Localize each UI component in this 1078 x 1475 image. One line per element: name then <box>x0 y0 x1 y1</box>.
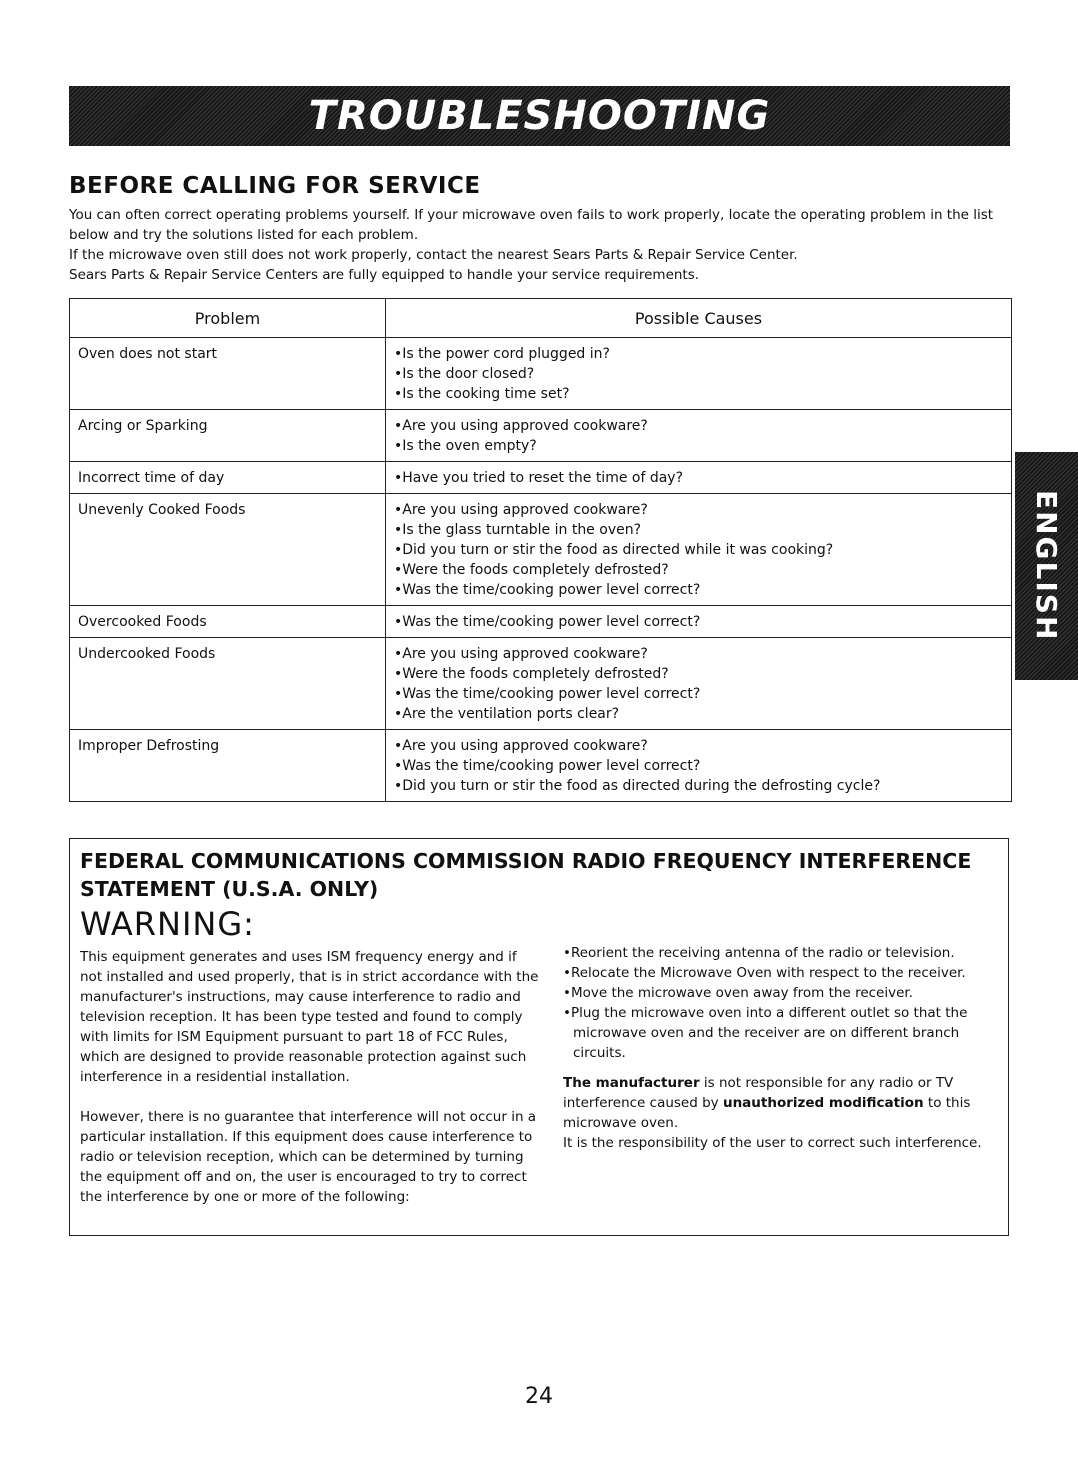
manufacturer-note <box>563 1073 1003 1133</box>
note-text: is not responsible for any radio or TV interference caused by <box>563 1075 954 1111</box>
fcc-right-column <box>563 943 1003 1153</box>
cause-item: • Was the time/cooking power level correct? <box>394 756 1003 776</box>
cause-item: • Are the ventilation ports clear? <box>394 704 1003 724</box>
header-problem: Problem <box>70 299 386 338</box>
intro-paragraph: Sears Parts & Repair Service Centers are fully equipped to handle your service requirements. <box>69 267 700 283</box>
manufacturer-label: The manufacturer <box>563 1075 700 1091</box>
troubleshooting-table <box>69 298 1012 802</box>
unauthorized-label: unauthorized modification <box>722 1095 924 1111</box>
note-text: to this microwave oven. <box>563 1095 971 1131</box>
language-tab-label: ENGLISH <box>1030 490 1063 642</box>
banner-title: TROUBLESHOOTING <box>308 93 771 139</box>
causes-cell <box>386 462 1012 494</box>
fcc-title: FEDERAL COMMUNICATIONS COMMISSION RADIO FREQUENCY INTERFERENCE STATEMENT (U.S.A. ONLY) <box>80 849 972 901</box>
cause-item: • Is the door closed? <box>394 364 1003 384</box>
remedy-item: • Move the microwave oven away from the receiver. <box>563 983 1003 1003</box>
causes-cell <box>386 338 1012 410</box>
cause-item: • Is the cooking time set? <box>394 384 1003 404</box>
responsibility-note: It is the responsibility of the user to correct such interference. <box>563 1135 982 1151</box>
fcc-paragraph: This equipment generates and uses ISM frequency energy and if not installed and used properly, that is in strict accordance with the manufacturer's instructions, may cause interference to radio and television reception. It has been type tested and found to comply with limits for ISM Equipment pursuant to part 18 of FCC Rules, which are designed to provide reasonable protection against such interference in a residential installation. <box>80 949 539 1085</box>
fcc-statement-box <box>69 838 1009 1236</box>
cause-item: • Is the power cord plugged in? <box>394 344 1003 364</box>
header-possible-causes: Possible Causes <box>386 299 1012 338</box>
fcc-paragraph: However, there is no guarantee that interference will not occur in a particular installation. If this equipment does cause interference to radio or television reception, which can be determined by turning the equipment off and on, the user is encouraged to try to correct the interference by one or more of the following: <box>80 1109 537 1205</box>
table-row <box>70 494 1012 606</box>
cause-item: • Are you using approved cookware? <box>394 644 1003 664</box>
cause-item: • Is the glass turntable in the oven? <box>394 520 1003 540</box>
table-row <box>70 638 1012 730</box>
remedy-item: • Plug the microwave oven into a different outlet so that the microwave oven and the receiver are on different branch circuits. <box>563 1003 1003 1063</box>
cause-item: • Did you turn or stir the food as directed while it was cooking? <box>394 540 1003 560</box>
intro-text <box>69 205 1009 285</box>
cause-item: • Did you turn or stir the food as directed during the defrosting cycle? <box>394 776 1003 796</box>
cause-item: • Were the foods completely defrosted? <box>394 560 1003 580</box>
causes-cell <box>386 638 1012 730</box>
table-row <box>70 338 1012 410</box>
cause-item: • Were the foods completely defrosted? <box>394 664 1003 684</box>
remedy-item: • Reorient the receiving antenna of the radio or television. <box>563 943 1003 963</box>
table-header-row <box>70 299 1012 338</box>
intro-paragraph: If the microwave oven still does not work properly, contact the nearest Sears Parts & Repair Service Center. <box>69 247 798 263</box>
section-heading: BEFORE CALLING FOR SERVICE <box>69 173 481 199</box>
intro-paragraph: You can often correct operating problems yourself. If your microwave oven fails to work properly, locate the operating problem in the list below and try the solutions listed for each problem. <box>69 207 994 243</box>
page-number: 24 <box>525 1384 553 1409</box>
cause-item: • Are you using approved cookware? <box>394 736 1003 756</box>
problem-cell: Unevenly Cooked Foods <box>70 494 386 606</box>
cause-item: • Are you using approved cookware? <box>394 416 1003 436</box>
causes-cell <box>386 410 1012 462</box>
table-row <box>70 606 1012 638</box>
table-row <box>70 462 1012 494</box>
problem-cell: Improper Defrosting <box>70 730 386 802</box>
problem-cell: Incorrect time of day <box>70 462 386 494</box>
causes-cell <box>386 606 1012 638</box>
cause-item: • Was the time/cooking power level correct? <box>394 580 1003 600</box>
problem-cell: Oven does not start <box>70 338 386 410</box>
table-row <box>70 730 1012 802</box>
cause-item: • Was the time/cooking power level correct? <box>394 684 1003 704</box>
causes-cell <box>386 730 1012 802</box>
language-tab <box>1015 452 1078 680</box>
problem-cell: Arcing or Sparking <box>70 410 386 462</box>
problem-cell: Undercooked Foods <box>70 638 386 730</box>
causes-cell <box>386 494 1012 606</box>
table-row <box>70 410 1012 462</box>
cause-item: • Was the time/cooking power level correct? <box>394 612 1003 632</box>
remedy-item: • Relocate the Microwave Oven with respect to the receiver. <box>563 963 1003 983</box>
cause-item: • Are you using approved cookware? <box>394 500 1003 520</box>
fcc-left-column <box>80 947 542 1227</box>
cause-item: • Have you tried to reset the time of day? <box>394 468 1003 488</box>
warning-heading: WARNING: <box>80 905 255 943</box>
problem-cell: Overcooked Foods <box>70 606 386 638</box>
interference-remedies-list <box>563 943 1003 1063</box>
troubleshooting-banner <box>69 86 1010 146</box>
cause-item: • Is the oven empty? <box>394 436 1003 456</box>
